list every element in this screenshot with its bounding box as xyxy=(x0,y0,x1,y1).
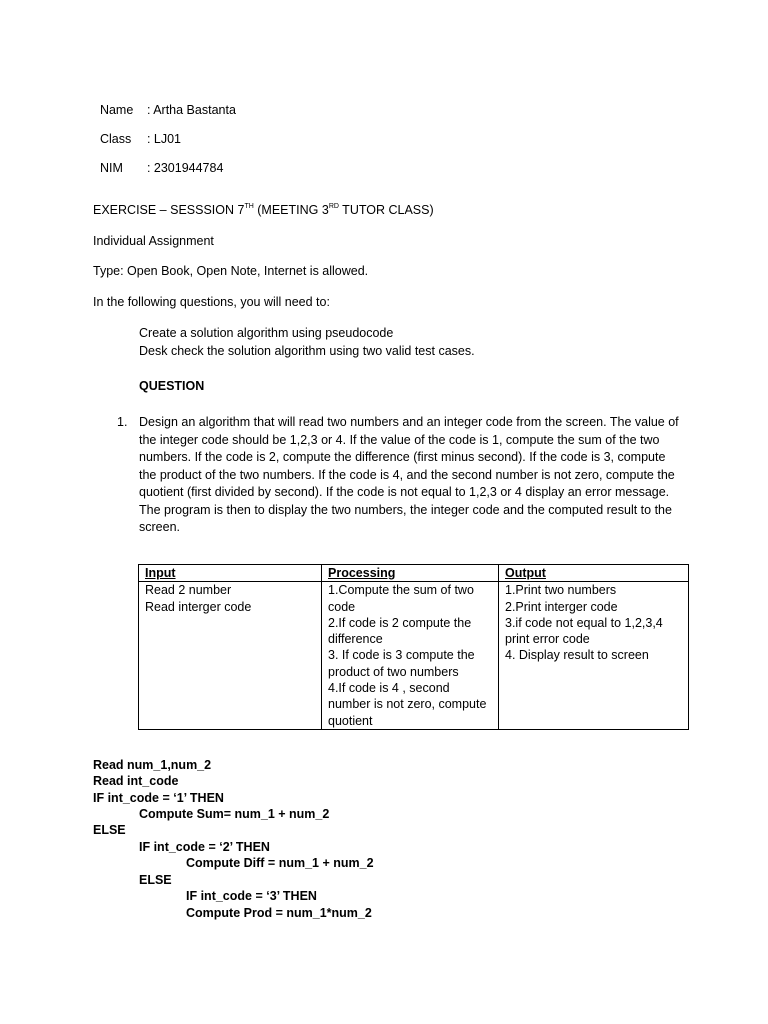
pseudocode-line: IF int_code = ‘3’ THEN xyxy=(186,889,317,903)
allowed-materials: Type: Open Book, Open Note, Internet is allowed. xyxy=(93,264,369,278)
pseudocode-line: Compute Sum= num_1 + num_2 xyxy=(139,807,330,821)
nim-label: NIM xyxy=(99,161,123,175)
list-item: 2.If code is 2 compute the difference xyxy=(328,615,472,647)
header-label: Input xyxy=(145,566,176,580)
exercise-title-superscript: TH xyxy=(244,203,254,210)
exercise-title-part: EXERCISE – SESSSION 7 xyxy=(93,203,245,217)
list-item: 3.if code not equal to 1,2,3,4 print error code xyxy=(505,615,663,647)
exercise-title-superscript: RD xyxy=(328,203,339,210)
list-item: 1.Print two numbers xyxy=(505,583,617,598)
class-value: : LJ01 xyxy=(146,132,182,146)
list-item: Read interger code xyxy=(145,599,252,614)
list-item: 3. If code is 3 compute the product of two numbers xyxy=(328,648,475,679)
pseudocode-line: Compute Prod = num_1*num_2 xyxy=(186,906,372,920)
task-item: Desk check the solution algorithm using two valid test cases. xyxy=(139,344,475,358)
question-number: 1. xyxy=(117,415,128,429)
question-text: Design an algorithm that will read two numbers and an integer code from the screen. The value of the integer code should be 1,2,3 or 4. If the value of the code is 1, compute the sum of the two numbers. If the code is 2, compute the difference (first minus second). If the code is 3, compute the product of the two numbers. If the code is 4, and the second number is not zero, compute the quotient (first divided by second). If the code is not equal to 1,2,3 or 4 display an error message. The program is then to display the two numbers, the integer code and the computed result to the screen. xyxy=(139,415,679,534)
pseudocode-line: ELSE xyxy=(139,873,172,887)
ipo-table xyxy=(138,564,689,730)
pseudocode-line: Read num_1,num_2 xyxy=(93,758,212,772)
name-row xyxy=(93,88,236,118)
class-row xyxy=(93,117,181,147)
table-header-processing xyxy=(322,565,499,582)
exercise-title xyxy=(93,203,434,218)
list-item: 4. Display result to screen xyxy=(505,648,649,663)
table-header-output xyxy=(499,565,689,582)
pseudocode-line: ELSE xyxy=(93,823,126,837)
header-label: Processing xyxy=(328,566,396,580)
name-label: Name xyxy=(99,103,134,117)
list-item: 2.Print interger code xyxy=(505,599,618,614)
output-cell xyxy=(499,582,689,730)
table-header-row xyxy=(139,565,689,582)
processing-cell xyxy=(322,582,499,730)
task-item: Create a solution algorithm using pseudocode xyxy=(139,326,394,340)
assignment-type: Individual Assignment xyxy=(93,234,214,248)
table-row xyxy=(139,582,689,730)
nim-value: : 2301944784 xyxy=(146,161,224,175)
input-cell xyxy=(139,582,322,730)
header-label: Output xyxy=(505,566,546,580)
nim-row xyxy=(93,146,223,176)
list-item: 1.Compute the sum of two code xyxy=(328,583,474,614)
pseudocode-line: IF int_code = ‘2’ THEN xyxy=(139,840,270,854)
pseudocode-line: IF int_code = ‘1’ THEN xyxy=(93,791,224,805)
class-label: Class xyxy=(99,132,132,146)
exercise-title-part: TUTOR CLASS) xyxy=(338,203,434,217)
question-heading: QUESTION xyxy=(139,379,205,393)
pseudocode-line: Read int_code xyxy=(93,774,179,788)
pseudocode-line: Compute Diff = num_1 + num_2 xyxy=(186,856,374,870)
table-header-input xyxy=(139,565,322,582)
instructions-intro: In the following questions, you will need to: xyxy=(93,295,330,309)
name-value: : Artha Bastanta xyxy=(146,103,236,117)
list-item: Read 2 number xyxy=(145,583,232,598)
list-item: 4.If code is 4 , second number is not zero, compute quotient xyxy=(328,681,487,728)
exercise-title-part: (MEETING 3 xyxy=(253,203,329,217)
